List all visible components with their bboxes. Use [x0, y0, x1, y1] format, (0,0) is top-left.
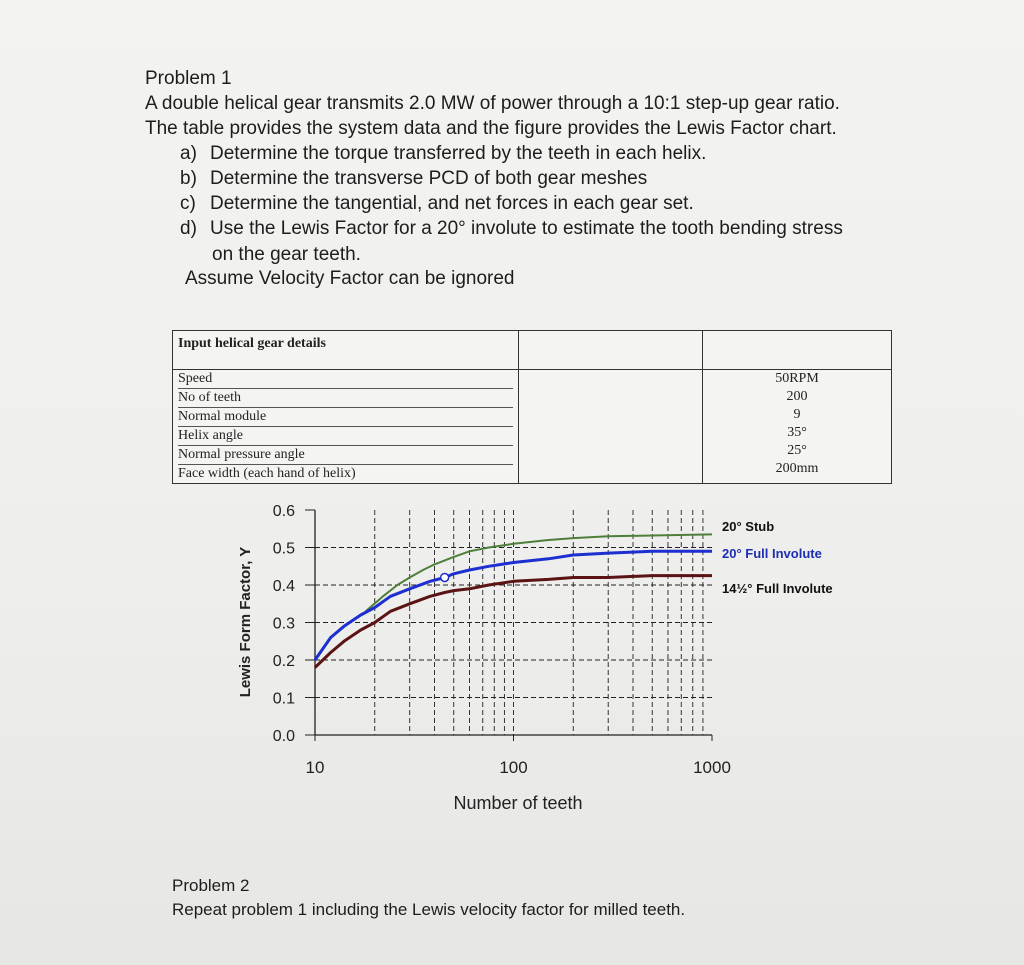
param-pressure-angle: Normal pressure angle: [178, 446, 513, 465]
y-tick-label: 0.3: [272, 615, 295, 633]
value-face-width: 200mm: [775, 461, 819, 476]
y-axis-label: Lewis Form Factor, Y: [237, 546, 254, 698]
y-tick-label: 0.0: [272, 728, 295, 745]
task-c-label: c): [180, 193, 196, 214]
task-a-text: Determine the torque transferred by the teeth in each helix.: [210, 143, 707, 164]
param-module: Normal module: [178, 408, 513, 427]
assumption-text: Assume Velocity Factor can be ignored: [185, 268, 515, 289]
y-tick-label: 0.4: [272, 578, 295, 595]
task-a-label: a): [180, 143, 197, 164]
task-d-text: Use the Lewis Factor for a 20° involute to estimate the tooth bending stress: [210, 218, 843, 239]
value-speed: 50RPM: [775, 371, 819, 386]
param-teeth: No of teeth: [178, 389, 513, 408]
problem-1-title: Problem 1: [145, 68, 232, 89]
highlight-marker: [441, 574, 449, 582]
x-tick-label: 100: [499, 758, 528, 777]
param-speed: Speed: [178, 370, 513, 389]
task-d-continuation: on the gear teeth.: [212, 244, 361, 265]
task-c-text: Determine the tangential, and net forces in each gear set.: [210, 193, 694, 214]
param-helix-angle: Helix angle: [178, 427, 513, 446]
y-tick-label: 0.6: [272, 503, 295, 520]
table-header-title: Input helical gear details: [173, 331, 519, 370]
x-tick-label: 1000: [693, 758, 731, 777]
x-axis-label: Number of teeth: [453, 793, 583, 813]
y-tick-label: 0.5: [272, 540, 295, 558]
value-module: 9: [793, 407, 801, 422]
task-b-text: Determine the transverse PCD of both gear meshes: [210, 168, 648, 189]
value-helix-angle: 35°: [787, 425, 807, 440]
series-legend-label: 20° Full Involute: [722, 546, 822, 561]
y-tick-label: 0.2: [272, 653, 295, 670]
problem-2-statement: Repeat problem 1 including the Lewis velocity factor for milled teeth.: [172, 900, 686, 919]
problem-1-statement-line-1: A double helical gear transmits 2.0 MW of power through a 10:1 step-up gear ratio.: [145, 93, 840, 114]
y-tick-label: 0.1: [272, 690, 295, 708]
problem-2-title: Problem 2: [172, 876, 250, 895]
value-pressure-angle: 25°: [787, 443, 807, 458]
x-tick-label: 10: [305, 758, 325, 777]
task-b-label: b): [180, 168, 197, 189]
series-line: [315, 576, 712, 668]
problem-1-statement-line-2: The table provides the system data and the figure provides the Lewis Factor chart.: [145, 118, 837, 139]
param-face-width: Face width (each hand of helix): [178, 466, 356, 481]
series-legend-label: 14½° Full Involute: [722, 581, 833, 596]
series-legend-label: 20° Stub: [722, 519, 775, 534]
task-d-label: d): [180, 218, 197, 239]
value-teeth: 200: [786, 389, 808, 404]
